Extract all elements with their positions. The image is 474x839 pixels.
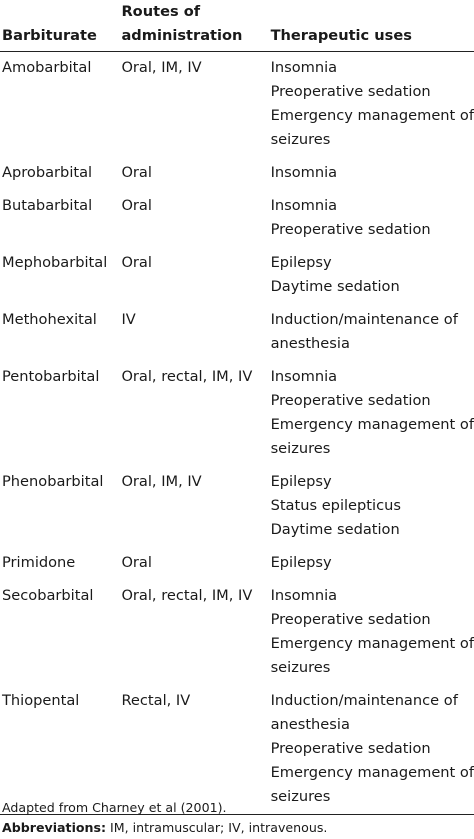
drug-name-cell: Thiopental <box>2 692 80 709</box>
routes-cell: Oral <box>121 164 152 181</box>
routes-cell: Rectal, IV <box>121 692 191 709</box>
use-line: Preoperative sedation <box>270 221 431 238</box>
use-line: Epilepsy <box>270 473 332 490</box>
use-line: Epilepsy <box>270 554 332 571</box>
use-line: Emergency management of <box>270 416 474 433</box>
uses-cell <box>271 547 474 580</box>
table-row <box>0 247 474 304</box>
header-routes-line1: Routes of <box>121 3 201 20</box>
header-barbiturate: Barbiturate <box>2 27 97 44</box>
drug-name-cell: Secobarbital <box>2 587 94 604</box>
header-uses: Therapeutic uses <box>270 27 412 44</box>
use-line: Preoperative sedation <box>270 392 431 409</box>
use-line: Insomnia <box>270 197 338 214</box>
uses-cell <box>271 466 474 547</box>
use-line: Emergency management of <box>270 107 474 124</box>
drug-name-cell: Primidone <box>2 554 76 571</box>
use-line: Status epilepticus <box>270 497 401 514</box>
use-line: Epilepsy <box>270 254 332 271</box>
abbreviations-text: IM, intramuscular; IV, intravenous. <box>106 820 328 835</box>
use-line: Daytime sedation <box>270 278 400 295</box>
uses-cell <box>271 52 474 158</box>
drug-name-cell: Butabarbital <box>2 197 93 214</box>
drug-name-cell: Mephobarbital <box>2 254 108 271</box>
use-line: Emergency management of <box>270 635 474 652</box>
drug-name-cell: Amobarbital <box>2 59 92 76</box>
use-line: Preoperative sedation <box>270 611 431 628</box>
table-row <box>0 304 474 361</box>
use-line: seizures <box>270 131 331 148</box>
routes-cell: Oral, IM, IV <box>121 473 202 490</box>
use-line: anesthesia <box>270 335 350 352</box>
routes-cell: Oral <box>121 197 152 214</box>
drug-name-cell: Pentobarbital <box>2 368 100 385</box>
abbreviations-note <box>2 818 327 838</box>
uses-cell <box>271 580 474 685</box>
table-row <box>0 157 474 190</box>
use-line: Induction/maintenance of <box>270 311 458 328</box>
table-row <box>0 685 474 815</box>
drug-name-cell: Aprobarbital <box>2 164 93 181</box>
drug-name-cell: Methohexital <box>2 311 97 328</box>
table-row <box>0 580 474 685</box>
abbreviations-label: Abbreviations: <box>2 820 107 835</box>
use-line: Insomnia <box>270 587 338 604</box>
use-line: seizures <box>270 440 331 457</box>
uses-cell <box>271 304 474 361</box>
use-line: Induction/maintenance of <box>270 692 458 709</box>
footnotes <box>2 798 327 838</box>
routes-cell: Oral, rectal, IM, IV <box>121 368 253 385</box>
routes-cell: IV <box>121 311 136 328</box>
table-header <box>0 0 474 52</box>
routes-cell: Oral, rectal, IM, IV <box>121 587 253 604</box>
table-row <box>0 361 474 466</box>
uses-cell <box>271 685 474 815</box>
routes-cell: Oral <box>121 554 152 571</box>
use-line: seizures <box>270 788 331 805</box>
use-line: Insomnia <box>270 368 338 385</box>
uses-cell <box>271 157 474 190</box>
use-line: Preoperative sedation <box>270 83 431 100</box>
use-line: Insomnia <box>270 59 338 76</box>
table-row <box>0 190 474 247</box>
use-line: anesthesia <box>270 716 350 733</box>
header-routes-line2: administration <box>121 27 243 44</box>
uses-cell <box>271 361 474 466</box>
use-line: Preoperative sedation <box>270 740 431 757</box>
table-row <box>0 466 474 547</box>
use-line: seizures <box>270 659 331 676</box>
header-row <box>0 0 474 52</box>
use-line: Daytime sedation <box>270 521 400 538</box>
use-line: Emergency management of <box>270 764 474 781</box>
routes-cell: Oral <box>121 254 152 271</box>
use-line: Insomnia <box>270 164 338 181</box>
uses-cell <box>271 247 474 304</box>
drug-name-cell: Phenobarbital <box>2 473 104 490</box>
table-body <box>0 52 474 815</box>
header-routes <box>121 0 270 52</box>
routes-cell: Oral, IM, IV <box>121 59 202 76</box>
table-row <box>0 52 474 158</box>
table-row <box>0 547 474 580</box>
source-note: Adapted from Charney et al (2001). <box>2 800 227 815</box>
uses-cell <box>271 190 474 247</box>
